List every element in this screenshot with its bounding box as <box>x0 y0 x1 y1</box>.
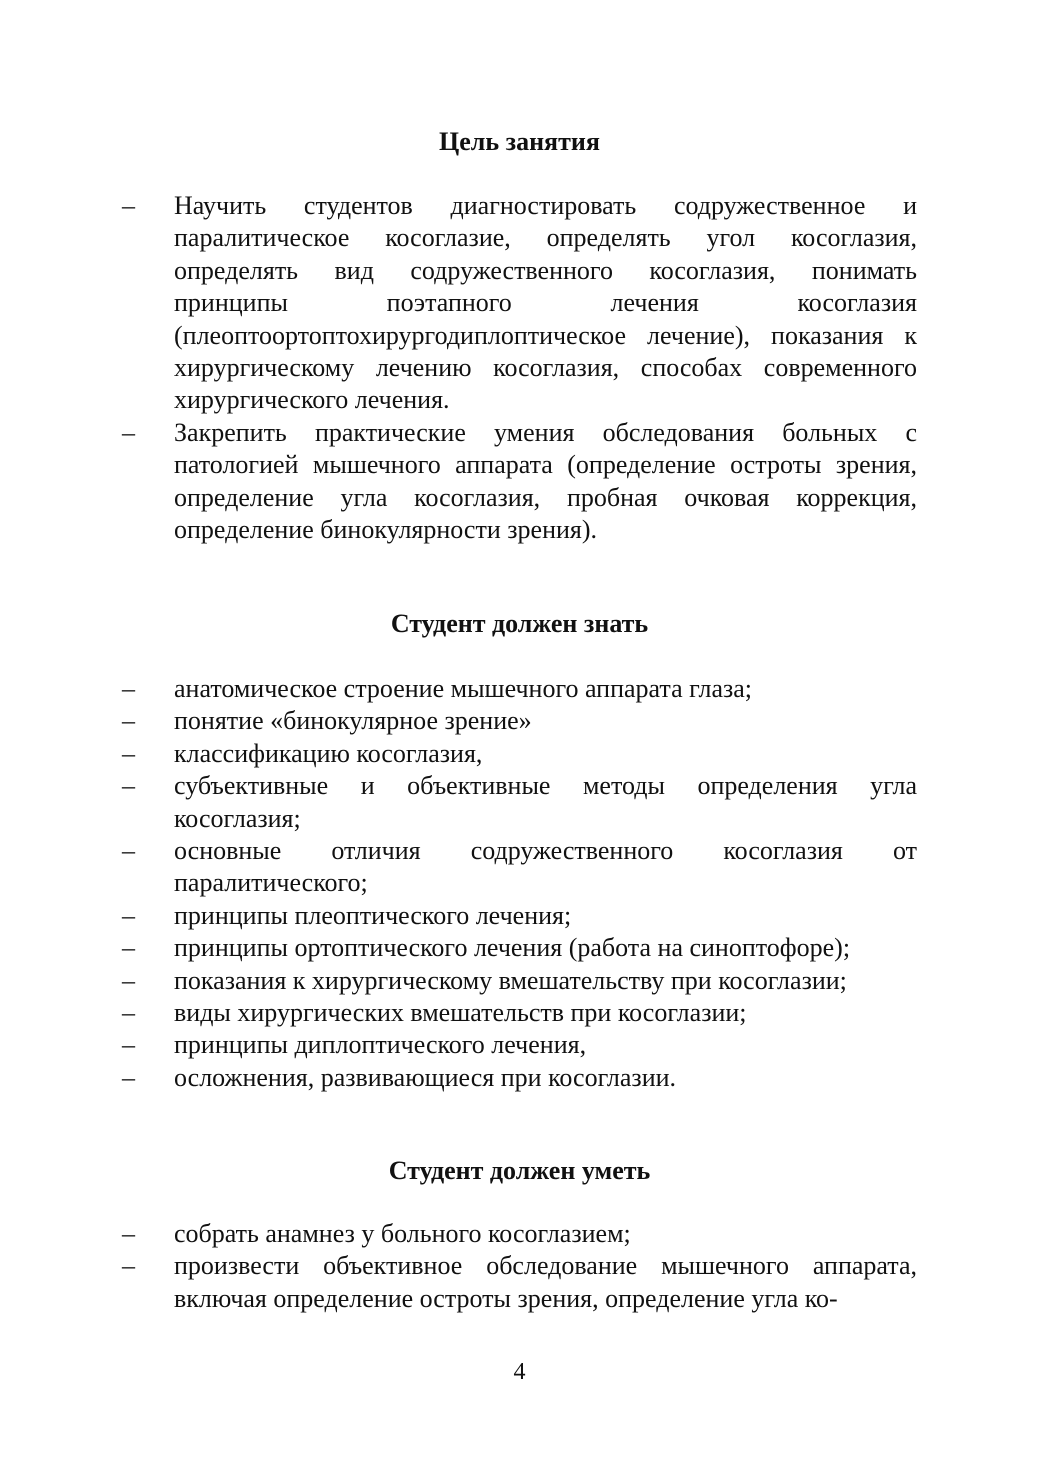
list-item <box>122 673 917 705</box>
bullet-dash: – <box>122 1030 135 1060</box>
bullet-dash: – <box>122 900 135 930</box>
bullet-dash: – <box>122 1062 135 1092</box>
bullet-dash: – <box>122 738 135 768</box>
list-item <box>122 900 917 932</box>
bullet-dash: – <box>122 417 135 447</box>
list-item-text: принципы диплоптического лечения, <box>174 1030 587 1060</box>
list-item-text: анатомическое строение мышечного аппарата глаза; <box>174 674 753 703</box>
list-item-text: принципы ортоптического лечения (работа на синоптофоре); <box>174 933 851 963</box>
goal-list <box>122 190 917 546</box>
bullet-dash: – <box>122 1219 135 1248</box>
section-heading-know: Студент должен знать <box>390 609 649 638</box>
list-item-text: понятие «бинокулярное зрение» <box>174 706 532 736</box>
section-heading-skills: Студент должен уметь <box>388 1156 651 1185</box>
list-item <box>122 1062 917 1094</box>
list-item <box>122 738 917 770</box>
list-item-text: Научить студентов диагностировать содружественное и паралитическое косоглазие, определять угол косоглазия, определять вид содружественного косоглазия, понимать принципы поэтапного лечения косоглазия (плеоптоортоптохирургодиплоптическое лечение), показания к хирургическому лечению косоглазия, способах современного хирургического лечения. <box>174 191 917 415</box>
list-item-text: принципы плеоптического лечения; <box>174 900 572 930</box>
list-item <box>122 1218 917 1250</box>
page-number: 4 <box>513 1359 526 1385</box>
list-item-text: виды хирургических вмешательств при косоглазии; <box>174 998 747 1028</box>
bullet-dash: – <box>122 706 135 736</box>
bullet-dash: – <box>122 965 135 995</box>
section-heading-goal: Цель занятия <box>439 127 600 156</box>
list-item-text: собрать анамнез у больного косоглазием; <box>174 1219 631 1248</box>
list-item <box>122 1029 917 1061</box>
list-item <box>122 770 917 835</box>
list-item <box>122 932 917 964</box>
list-item-text: классификацию косоглазия, <box>174 738 483 768</box>
bullet-dash: – <box>122 998 135 1028</box>
skills-list <box>122 1218 917 1315</box>
list-item-text: осложнения, развивающиеся при косоглазии. <box>174 1062 677 1092</box>
bullet-dash: – <box>122 836 135 866</box>
know-list <box>122 673 917 1094</box>
list-item-text: произвести объективное обследование мышечного аппарата, включая определение остроты зрения, определение угла ко- <box>174 1251 917 1313</box>
list-item-text: показания к хирургическому вмешательству при косоглазии; <box>174 965 847 995</box>
list-item <box>122 965 917 997</box>
list-item <box>122 417 917 547</box>
list-item <box>122 705 917 737</box>
list-item-text: основные отличия содружественного косоглазия от паралитического; <box>174 836 917 898</box>
bullet-dash: – <box>122 1251 135 1281</box>
list-item-text: субъективные и объективные методы определения угла косоглазия; <box>174 771 917 833</box>
bullet-dash: – <box>122 771 135 801</box>
list-item-text: Закрепить практические умения обследования больных с патологией мышечного аппарата (определение остроты зрения, определение угла косоглазия, пробная очковая коррекция, определение бинокулярности зрения). <box>174 417 917 545</box>
list-item <box>122 835 917 900</box>
list-item <box>122 190 917 417</box>
bullet-dash: – <box>122 191 135 220</box>
bullet-dash: – <box>122 933 135 963</box>
list-item <box>122 997 917 1029</box>
list-item <box>122 1250 917 1315</box>
bullet-dash: – <box>122 674 135 703</box>
